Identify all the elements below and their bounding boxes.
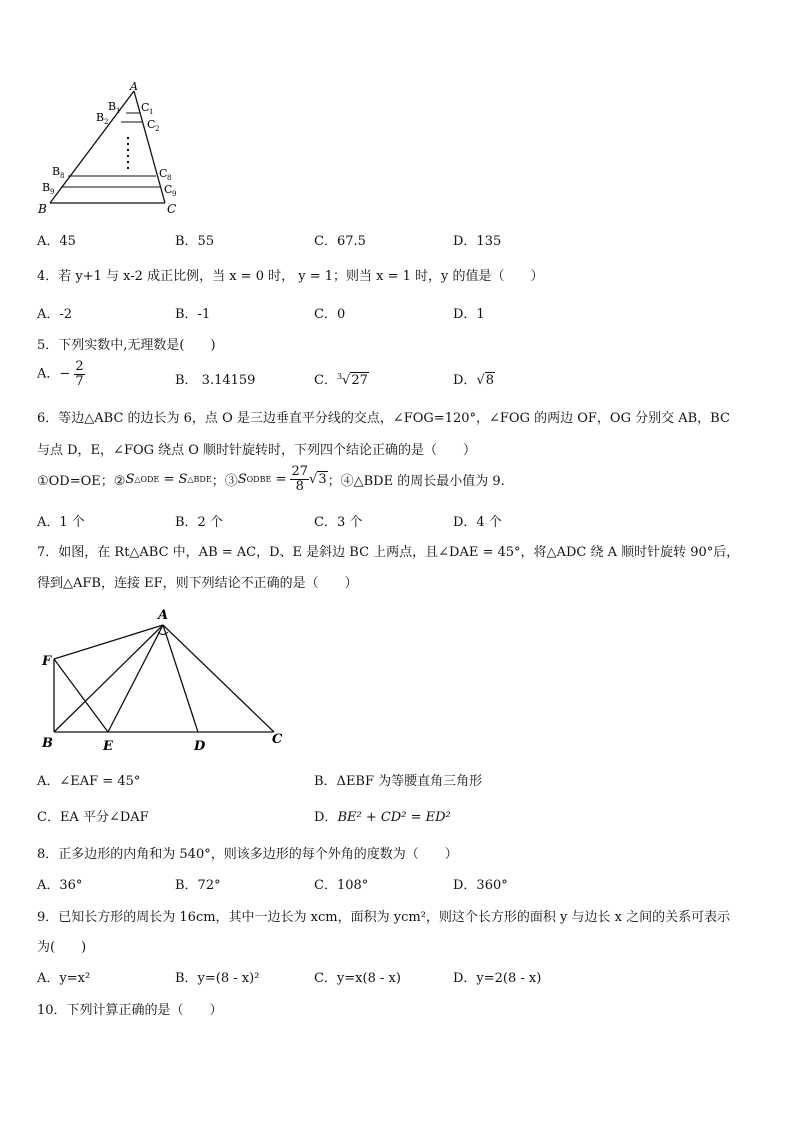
label-b2-sub: 2 bbox=[104, 118, 109, 126]
q3-option-b[interactable]: B．55 bbox=[175, 234, 215, 249]
label-f: F bbox=[42, 654, 52, 669]
q9-option-b[interactable]: B．y=(8 - x)² bbox=[175, 971, 260, 986]
q3-options bbox=[37, 230, 757, 248]
q9-option-c[interactable]: C．y=x(8 - x) bbox=[314, 971, 401, 986]
q6-conclusion-3: ；③ bbox=[211, 473, 238, 489]
q6-s2-sub: △BDE bbox=[187, 474, 212, 484]
q6-conclusions: ①OD=OE；② S △ODE = S △BDE ；③ S ODBE = $\frac{27}{8}$ √ 3 ；④△BDE 的周长最小值为 9. bbox=[37, 463, 505, 494]
q6-conclusion-4: ；④△BDE 的周长最小值为 9. bbox=[327, 473, 505, 489]
label-a: A bbox=[130, 80, 138, 93]
q5-a-fraction bbox=[74, 360, 84, 388]
q5-a-denominator: 7 bbox=[75, 373, 84, 389]
triangle-figure bbox=[30, 80, 200, 220]
label-b8-sub: 8 bbox=[60, 172, 65, 180]
q9-option-a[interactable]: A．y=x² bbox=[37, 971, 91, 986]
label-c1: C bbox=[141, 101, 150, 114]
q6-stem-line1: 6．等边△ABC 的边长为 6，点 O 是三边垂直平分线的交点，∠FOG=120°，∠FOG 的两边 OF，OG 分别交 AB，BC bbox=[37, 411, 730, 426]
q9-stem-line2: 为( ) bbox=[37, 940, 87, 955]
label-c2-sub: 2 bbox=[155, 125, 160, 133]
q6-conclusion-1: ①OD=OE；② bbox=[37, 473, 126, 489]
q8-stem: 8．正多边形的内角和为 540°，则该多边形的每个外角的度数为（ ） bbox=[37, 847, 458, 862]
label-c8-sub: 8 bbox=[167, 174, 172, 182]
label-b: B bbox=[42, 736, 53, 751]
q8-option-b[interactable]: B．72° bbox=[175, 878, 221, 893]
q5-option-d[interactable]: D．√8 bbox=[453, 373, 495, 388]
label-b9: B bbox=[42, 181, 51, 194]
q5-a-prefix: A．− bbox=[37, 366, 71, 382]
q6-option-d[interactable]: D．4 个 bbox=[453, 515, 502, 530]
q5-a-numerator: 2 bbox=[75, 359, 84, 374]
label-b1-sub: 1 bbox=[116, 107, 121, 115]
q5-option-c[interactable]: C．$^3$√27 bbox=[314, 372, 368, 388]
q6-fraction-den: 8 bbox=[295, 478, 304, 494]
q6-fraction-num: 27 bbox=[291, 463, 309, 479]
q8-option-d[interactable]: D．360° bbox=[453, 878, 508, 893]
label-b8: B bbox=[52, 165, 61, 178]
label-a: A bbox=[158, 608, 169, 623]
q7-stem-line1: 7．如图，在 Rt△ABC 中，AB = AC，D、E 是斜边 BC 上两点，且∠DAE = 45°，将△ADC 绕 A 顺时针旋转 90°后， bbox=[37, 545, 740, 560]
q7-d-prefix: D． bbox=[314, 810, 338, 825]
q6-s3: S bbox=[237, 471, 247, 487]
q7-option-c[interactable]: C．EA 平分∠DAF bbox=[37, 810, 149, 825]
q4-options bbox=[37, 303, 757, 321]
label-b1: B bbox=[108, 100, 117, 113]
q4-stem: 4．若 y+1 与 x-2 成正比例，当 x = 0 时， y = 1；则当 x = 1 时，y 的值是（ ） bbox=[37, 269, 544, 284]
q6-options bbox=[37, 511, 757, 529]
q7-options bbox=[37, 770, 757, 830]
label-c1-sub: 1 bbox=[149, 108, 154, 116]
q6-fraction bbox=[290, 465, 309, 493]
q6-option-a[interactable]: A．1 个 bbox=[37, 515, 85, 530]
q8-options bbox=[37, 874, 757, 892]
q9-option-d[interactable]: D．y=2(8 - x) bbox=[453, 971, 542, 986]
q9-stem-line1: 9．已知长方形的周长为 16cm，其中一边长为 xcm，面积为 ycm²，则这个长方形的面积 y 与边长 x 之间的关系可表示 bbox=[37, 910, 731, 925]
label-c9-sub: 9 bbox=[172, 190, 177, 198]
q4-option-b[interactable]: B．-1 bbox=[175, 307, 211, 322]
q5-c-radicand: 27 bbox=[351, 373, 368, 388]
q7-stem-line2: 得到△AFB，连接 EF，则下列结论不正确的是（ ） bbox=[37, 576, 358, 591]
q5-options bbox=[37, 360, 757, 394]
q6-stem-line2: 与点 D，E，∠FOG 绕点 O 顺时针旋转时，下列四个结论正确的是（ ） bbox=[37, 443, 477, 458]
q3-option-c[interactable]: C．67.5 bbox=[314, 234, 366, 249]
q6-s1-sub: △ODE bbox=[134, 474, 160, 484]
q4-option-d[interactable]: D．1 bbox=[453, 307, 485, 322]
q8-option-c[interactable]: C．108° bbox=[314, 878, 369, 893]
q3-option-a[interactable]: A．45 bbox=[37, 234, 76, 249]
label-b9-sub: 9 bbox=[50, 188, 55, 196]
q6-eq: = bbox=[159, 471, 179, 487]
q6-eq2: = bbox=[271, 471, 291, 487]
q5-c-index: 3 bbox=[336, 372, 343, 381]
q7-d-expression: BE² + CD² = ED² bbox=[337, 810, 451, 825]
q4-option-c[interactable]: C．0 bbox=[314, 307, 346, 322]
label-c8: C bbox=[159, 167, 168, 180]
label-e: E bbox=[103, 739, 113, 754]
q7-option-d[interactable] bbox=[314, 806, 451, 825]
q7-option-a[interactable]: A．∠EAF = 45° bbox=[37, 774, 141, 789]
q6-s3-sub: ODBE bbox=[246, 474, 272, 484]
q6-option-b[interactable]: B．2 个 bbox=[175, 515, 223, 530]
label-b: B bbox=[38, 202, 47, 216]
q3-option-d[interactable]: D．135 bbox=[453, 234, 502, 249]
q9-options bbox=[37, 967, 757, 985]
q6-radicand: 3 bbox=[318, 472, 327, 487]
label-c2: C bbox=[147, 118, 156, 131]
label-b2: B bbox=[96, 111, 105, 124]
label-c: C bbox=[167, 202, 177, 216]
q5-option-b[interactable]: B． 3.14159 bbox=[175, 373, 256, 388]
q7-option-b[interactable]: B．ΔEBF 为等腰直角三角形 bbox=[314, 774, 483, 789]
q7-figure bbox=[38, 605, 298, 755]
label-c: C bbox=[272, 732, 283, 747]
q5-stem: 5．下列实数中,无理数是( ) bbox=[37, 338, 216, 353]
q5-d-radicand: 8 bbox=[485, 373, 495, 388]
q6-s1: S bbox=[125, 471, 135, 487]
q5-option-a[interactable] bbox=[37, 360, 85, 388]
q5-d-prefix: D． bbox=[453, 373, 477, 388]
q8-option-a[interactable]: A．36° bbox=[37, 878, 83, 893]
q6-option-c[interactable]: C．3 个 bbox=[314, 515, 363, 530]
q4-option-a[interactable]: A．-2 bbox=[37, 307, 73, 322]
q5-c-prefix: C． bbox=[314, 373, 337, 388]
label-d: D bbox=[194, 739, 206, 754]
label-c9: C bbox=[164, 183, 173, 196]
q10-stem: 10．下列计算正确的是（ ） bbox=[37, 1003, 223, 1018]
q6-s2: S bbox=[178, 471, 188, 487]
